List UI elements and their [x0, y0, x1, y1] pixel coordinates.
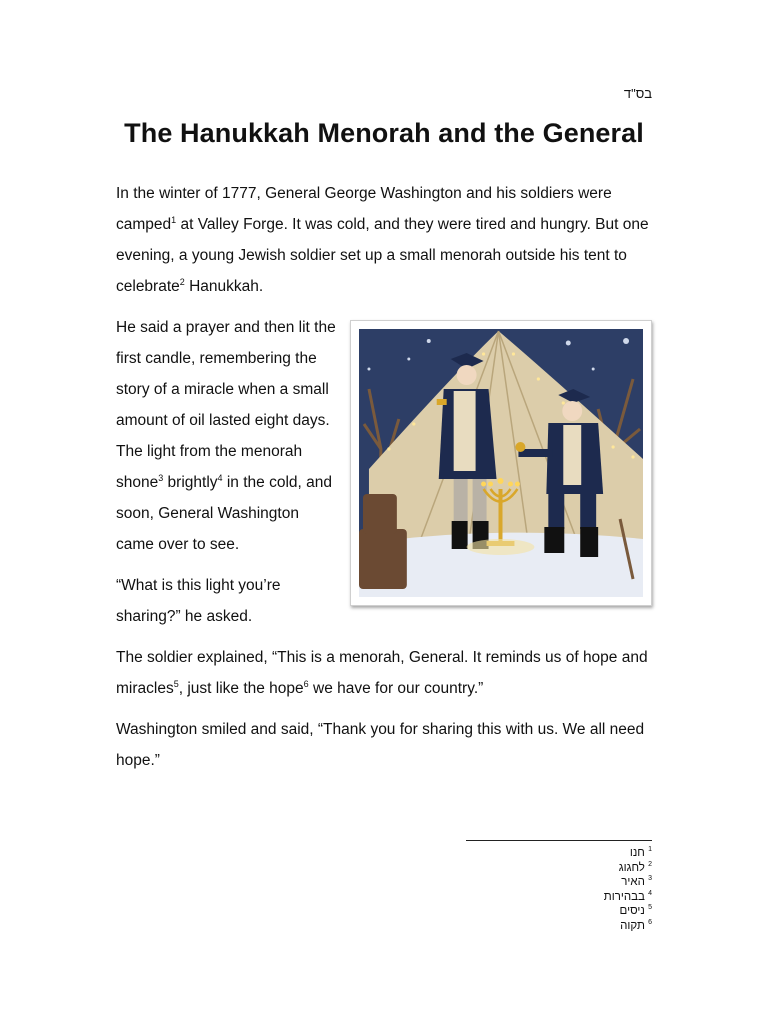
footnote-text: תקוה	[620, 919, 645, 932]
footnote-number: 3	[648, 875, 652, 883]
footnote-item	[604, 861, 652, 876]
p2-text-c: in the cold, and soon, General Washington came over to see.	[116, 474, 332, 553]
footnote-item	[604, 846, 652, 861]
paragraph-4	[116, 642, 652, 704]
footnote-ref-5[interactable]: 5	[173, 678, 179, 689]
footnote-item	[604, 875, 652, 890]
footnote-item	[604, 890, 652, 905]
footnote-ref-6[interactable]: 6	[303, 678, 309, 689]
p1-text-b: at Valley Forge. It was cold, and they were tired and hungry. But one evening, a young Jewish soldier set up a small menorah outside his tent to celebrate	[116, 216, 649, 295]
paragraph-1	[116, 178, 652, 302]
footnote-item	[604, 919, 652, 934]
footnote-text: בבהירות	[603, 890, 645, 903]
p4-text-a: The soldier explained, “This is a menorah, General. It reminds us of hope and miracles	[116, 649, 648, 697]
footnotes-list	[604, 846, 652, 934]
footnote-text: חנו	[629, 847, 645, 859]
page-title: The Hanukkah Menorah and the General	[124, 118, 644, 148]
footnote-text: לחגוג	[618, 861, 645, 874]
p2-text-a: He said a prayer and then lit the first candle, remembering the story of a miracle when a small amount of oil lasted eight days. The light from the menorah shone	[116, 319, 336, 491]
footnote-ref-2[interactable]: 2	[179, 276, 185, 287]
footnote-number: 2	[648, 860, 652, 868]
footnote-ref-1[interactable]: 1	[171, 214, 177, 225]
footnote-item	[604, 904, 652, 919]
story-body	[116, 178, 652, 786]
footnote-text: ניסים	[619, 905, 645, 918]
story-illustration	[350, 320, 652, 606]
footnote-number: 1	[648, 846, 652, 854]
p4-text-c: we have for our country.”	[308, 680, 484, 697]
paragraph-3: “What is this light you’re sharing?” he asked.	[116, 577, 281, 625]
footnote-ref-3[interactable]: 3	[158, 472, 164, 483]
footnote-number: 6	[648, 919, 652, 927]
washington-menorah-illustration	[359, 329, 643, 597]
p1-text-a: In the winter of 1777, General George Washington and his soldiers were camped	[116, 185, 612, 233]
footnote-number: 5	[648, 904, 652, 912]
paragraph-5: Washington smiled and said, “Thank you for sharing this with us. We all need hope.”	[116, 721, 645, 769]
footnote-ref-4[interactable]: 4	[217, 472, 223, 483]
p4-text-b: , just like the hope	[178, 680, 304, 697]
p2-text-b: brightly	[163, 474, 218, 491]
p1-text-c: Hanukkah.	[184, 278, 264, 295]
footnote-number: 4	[648, 889, 652, 897]
bsd-header: בס"ד	[623, 86, 652, 101]
footnote-separator	[466, 840, 652, 841]
footnote-text: האיר	[621, 876, 645, 889]
